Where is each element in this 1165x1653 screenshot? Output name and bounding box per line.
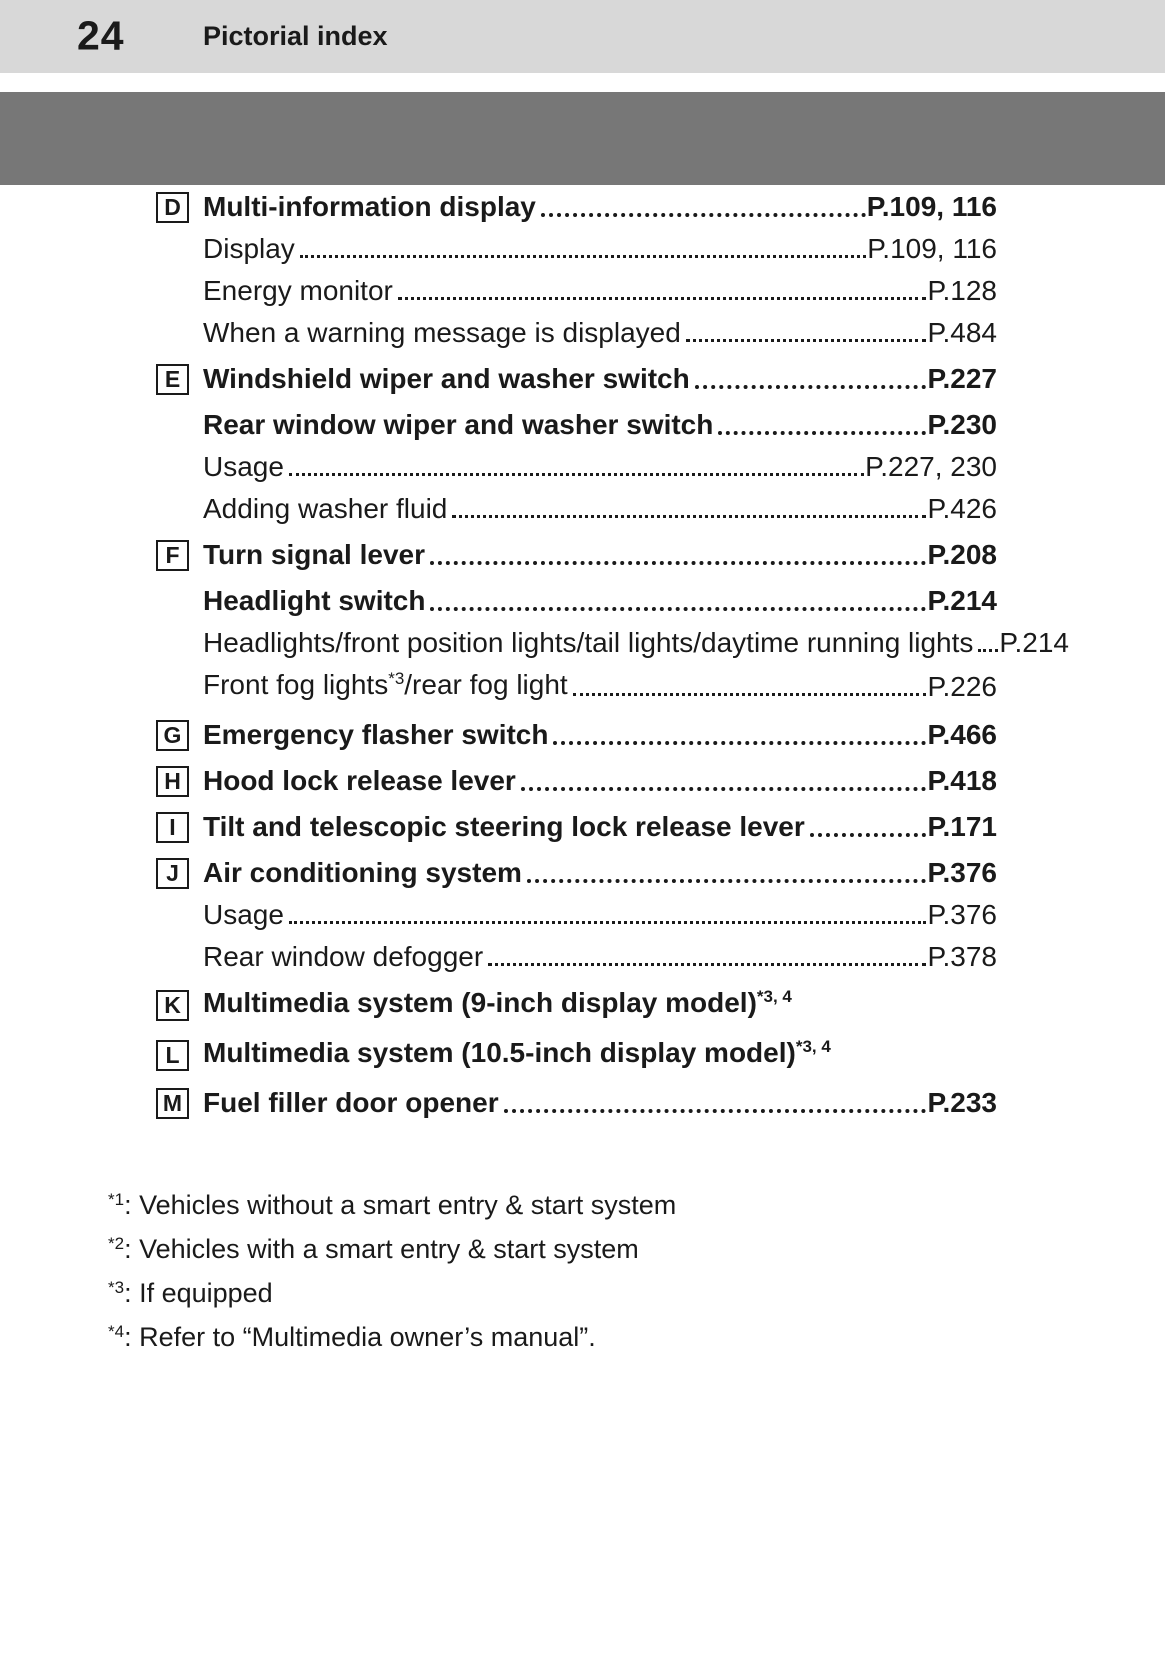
item-label-text: Air conditioning system bbox=[203, 857, 522, 888]
item-label bbox=[203, 940, 483, 974]
footnote-line bbox=[108, 1276, 1008, 1314]
index-row bbox=[156, 626, 1069, 660]
page-reference: P.208 bbox=[927, 539, 997, 570]
item-label bbox=[203, 584, 425, 618]
index-row bbox=[156, 986, 997, 1024]
item-label-text: Front fog lights bbox=[203, 669, 389, 700]
footnote-text: : Vehicles without a smart entry & start system bbox=[124, 1190, 677, 1220]
pictorial-image-banner bbox=[0, 92, 1165, 185]
index-row bbox=[156, 1036, 997, 1074]
page-header-bar bbox=[0, 0, 1165, 73]
index-row bbox=[156, 408, 997, 442]
page-reference: P.227 bbox=[927, 363, 997, 394]
index-row bbox=[156, 898, 997, 932]
item-label bbox=[203, 898, 284, 932]
dotted-leader bbox=[300, 240, 866, 258]
dotted-leader bbox=[810, 818, 927, 837]
item-label bbox=[203, 718, 548, 752]
item-label bbox=[203, 274, 393, 308]
item-label-text: /rear fog light bbox=[404, 669, 568, 700]
item-label bbox=[203, 1036, 831, 1074]
item-label-text: Display bbox=[203, 233, 295, 264]
item-label-text: Usage bbox=[203, 899, 284, 930]
page-reference: P.418 bbox=[927, 765, 997, 796]
footnote-reference-superscript: *3, 4 bbox=[756, 987, 792, 1006]
index-row bbox=[156, 450, 997, 484]
item-letter-badge: E bbox=[156, 364, 189, 395]
item-label bbox=[203, 856, 522, 890]
item-label bbox=[203, 316, 681, 350]
item-label-text: Headlight switch bbox=[203, 585, 426, 616]
item-label bbox=[203, 626, 973, 660]
dotted-leader bbox=[488, 948, 926, 966]
item-label bbox=[203, 538, 425, 572]
page-reference: P.230 bbox=[927, 409, 997, 440]
page-reference: P.226 bbox=[927, 671, 997, 702]
dotted-leader bbox=[573, 678, 927, 696]
dotted-leader bbox=[553, 726, 926, 745]
footnote-line bbox=[108, 1232, 1008, 1270]
dotted-leader bbox=[289, 458, 864, 476]
footnote-marker: *4 bbox=[108, 1322, 125, 1341]
index-row bbox=[156, 232, 997, 266]
item-label-text: Fuel filler door opener bbox=[203, 1087, 499, 1118]
item-label bbox=[203, 190, 536, 224]
footnote-line bbox=[108, 1320, 1008, 1358]
index-row bbox=[156, 856, 997, 890]
page-reference: P.484 bbox=[927, 317, 997, 348]
page-reference: P.378 bbox=[927, 941, 997, 972]
dotted-leader bbox=[430, 592, 926, 611]
dotted-leader bbox=[521, 772, 927, 791]
dotted-leader bbox=[504, 1094, 927, 1113]
item-label-text: Energy monitor bbox=[203, 275, 393, 306]
item-label-text: Emergency flasher switch bbox=[203, 719, 549, 750]
page-reference: P.233 bbox=[927, 1087, 997, 1118]
page-reference: P.426 bbox=[927, 493, 997, 524]
item-label bbox=[203, 408, 713, 442]
item-label-text: Usage bbox=[203, 451, 284, 482]
footnote-text: : If equipped bbox=[124, 1278, 273, 1308]
item-label bbox=[203, 492, 447, 526]
dotted-leader bbox=[718, 416, 926, 435]
item-label-text: Tilt and telescopic steering lock release lever bbox=[203, 811, 805, 842]
dotted-leader bbox=[289, 906, 927, 924]
dotted-leader bbox=[686, 324, 927, 342]
page-reference: P.214 bbox=[927, 585, 997, 616]
page-reference: P.109, 116 bbox=[866, 191, 997, 222]
item-letter-badge: L bbox=[156, 1040, 189, 1071]
index-row bbox=[156, 764, 997, 798]
index-row bbox=[156, 668, 997, 706]
item-label bbox=[203, 1086, 499, 1120]
item-letter-badge: I bbox=[156, 812, 189, 843]
index-row bbox=[156, 584, 997, 618]
item-letter-badge: G bbox=[156, 720, 189, 751]
footnote-text: : Refer to “Multimedia owner’s manual”. bbox=[124, 1322, 596, 1352]
section-title: Pictorial index bbox=[203, 20, 388, 51]
index-row bbox=[156, 718, 997, 752]
item-letter-badge: H bbox=[156, 766, 189, 797]
index-row bbox=[156, 316, 997, 350]
item-label bbox=[203, 668, 568, 706]
footnote-marker: *3 bbox=[108, 1278, 125, 1297]
page-reference: P.171 bbox=[927, 811, 997, 842]
dotted-leader bbox=[452, 500, 926, 518]
item-label-text: Windshield wiper and washer switch bbox=[203, 363, 690, 394]
item-label-text: When a warning message is displayed bbox=[203, 317, 681, 348]
footnote-reference-superscript: *3 bbox=[388, 669, 405, 688]
index-row bbox=[156, 810, 997, 844]
item-letter-badge: K bbox=[156, 990, 189, 1021]
item-letter-badge: J bbox=[156, 858, 189, 889]
item-label bbox=[203, 986, 792, 1024]
index-row bbox=[156, 274, 997, 308]
footnote-text: : Vehicles with a smart entry & start system bbox=[124, 1234, 639, 1264]
page-reference: P.227, 230 bbox=[865, 451, 997, 482]
dotted-leader bbox=[527, 864, 927, 883]
footnote-marker: *2 bbox=[108, 1234, 125, 1253]
item-label-text: Hood lock release lever bbox=[203, 765, 516, 796]
footnote-line bbox=[108, 1188, 1008, 1226]
pictorial-index-list bbox=[156, 190, 1069, 1128]
item-label-text: Rear window defogger bbox=[203, 941, 484, 972]
item-letter-badge: F bbox=[156, 540, 189, 571]
dotted-leader bbox=[430, 546, 926, 565]
item-label bbox=[203, 450, 284, 484]
item-label bbox=[203, 810, 805, 844]
item-label bbox=[203, 232, 295, 266]
index-row bbox=[156, 190, 997, 224]
page-reference: P.109, 116 bbox=[867, 233, 997, 264]
item-label-text: Multi-information display bbox=[203, 191, 536, 222]
index-row bbox=[156, 940, 997, 974]
page-reference: P.128 bbox=[927, 275, 997, 306]
item-label-text: Turn signal lever bbox=[203, 539, 425, 570]
footnote-reference-superscript: *3, 4 bbox=[795, 1037, 831, 1056]
page-reference: P.466 bbox=[927, 719, 997, 750]
page-reference: P.376 bbox=[927, 857, 997, 888]
page-reference: P.376 bbox=[927, 899, 997, 930]
item-label-text: Multimedia system (10.5-inch display model) bbox=[203, 1037, 796, 1068]
index-row bbox=[156, 538, 997, 572]
page-reference: P.214 bbox=[999, 627, 1069, 658]
item-letter-badge: D bbox=[156, 192, 189, 223]
dotted-leader bbox=[398, 282, 927, 300]
item-label bbox=[203, 764, 516, 798]
dotted-leader bbox=[541, 198, 866, 217]
item-label-text: Adding washer fluid bbox=[203, 493, 448, 524]
item-label bbox=[203, 362, 690, 396]
item-label-text: Headlights/front position lights/tail lights/daytime running lights bbox=[203, 627, 974, 658]
item-letter-badge: M bbox=[156, 1088, 189, 1119]
page-number: 24 bbox=[77, 12, 125, 59]
item-label-text: Multimedia system (9-inch display model) bbox=[203, 987, 757, 1018]
index-row bbox=[156, 1086, 997, 1120]
item-label-text: Rear window wiper and washer switch bbox=[203, 409, 714, 440]
index-row bbox=[156, 492, 997, 526]
dotted-leader bbox=[978, 634, 998, 652]
footnotes bbox=[108, 1188, 1008, 1364]
index-row bbox=[156, 362, 997, 396]
footnote-marker: *1 bbox=[108, 1190, 125, 1209]
dotted-leader bbox=[695, 370, 927, 389]
